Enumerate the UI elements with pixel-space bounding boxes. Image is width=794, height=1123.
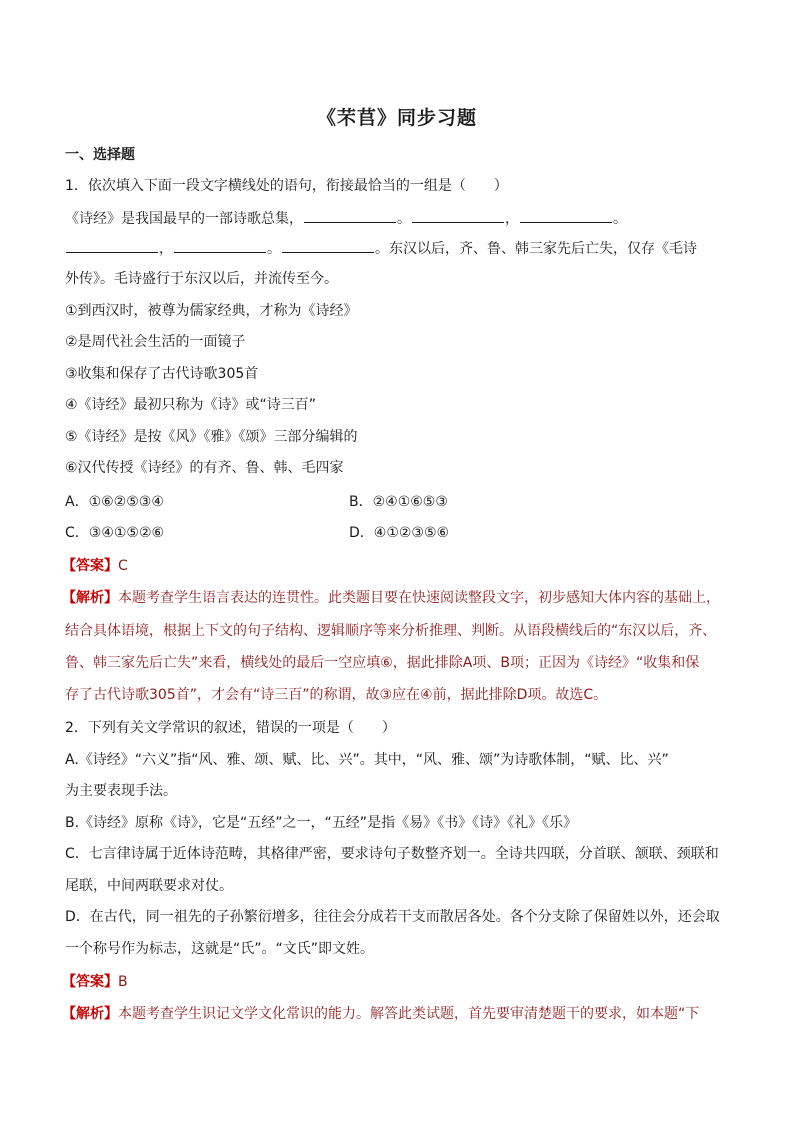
q1-option-d: D．④①②③⑤⑥ [349, 525, 450, 541]
q1-option-b: B．②④①⑥⑤③ [349, 494, 448, 510]
q1-option-a: A．①⑥②⑤③④ [65, 494, 164, 510]
q1-passage-line-1: 《诗经》是我国最早的一部诗歌总集， 。 ， 。 [65, 208, 627, 229]
q1-analysis-line-2: 结合具体语境，根据上下文的句子结构、逻辑顺序等来分析推理、判断。从语段横线后的“东汉以后，齐、 [65, 623, 717, 639]
q1-analysis-line-3: 鲁、韩三家先后亡失”来看，横线处的最后一空应填⑥，据此排除A项、B项；正因为《诗经》“收集和保 [65, 655, 700, 671]
q2-option-a-line-1: A.《诗经》“六义”指“风、雅、颂、赋、比、兴”。其中，“风、雅、颂”为诗歌体制，“赋、比、兴” [65, 752, 669, 768]
q1-item-5: ⑤《诗经》是按《风》《雅》《颂》三部分编辑的 [65, 429, 358, 445]
answer-tag: 【答案】 [62, 974, 118, 990]
section-heading: 一、选择题 [65, 147, 135, 163]
q2-option-d-line-2: 一个称号作为标志，这就是“氏”。“文氏”即文姓。 [65, 941, 375, 957]
blank-3 [520, 208, 612, 223]
q1-analysis-line-4: 存了古代诗歌305首”，才会有“诗三百”的称谓，故③应在④前，据此排除D项。故选C。 [65, 687, 608, 703]
answer-value: C [118, 558, 128, 574]
q2-analysis-line-1: 【解析】本题考查学生识记文学文化常识的能力。解答此类试题，首先要审清楚题干的要求，如本题“下 [62, 1006, 700, 1022]
blank-4 [66, 238, 158, 253]
q1-item-1: ①到西汉时，被尊为儒家经典，才称为《诗经》 [65, 303, 358, 319]
q1-option-c: C．③④①⑤②⑥ [65, 525, 165, 541]
q2-option-d-line-1: D．在古代，同一祖先的子孙繁衍增多，往往会分成若干支而散居各处。各个分支除了保留姓以外，还会取 [65, 909, 720, 925]
analysis-tag: 【解析】 [62, 590, 118, 606]
q1-item-6: ⑥汉代传授《诗经》的有齐、鲁、韩、毛四家 [65, 460, 344, 476]
q2-option-b: B.《诗经》原称《诗》，它是“五经”之一，“五经”是指《易》《书》《诗》《礼》《乐》 [65, 815, 578, 831]
q2-option-a-line-2: 为主要表现手法。 [65, 783, 177, 799]
analysis-tag: 【解析】 [62, 1006, 118, 1022]
q2-answer [62, 972, 128, 992]
q1-analysis-line-1: 【解析】本题考查学生语言表达的连贯性。此类题目要在快速阅读整段文字，初步感知大体内容的基础上， [62, 590, 720, 606]
q1-item-2: ②是周代社会生活的一面镜子 [65, 334, 246, 350]
q1-passage-line-3: 外传》。毛诗盛行于东汉以后，并流传至今。 [65, 271, 338, 287]
q1-item-3: ③收集和保存了古代诗歌305首 [65, 366, 259, 382]
blank-6 [282, 238, 374, 253]
answer-tag: 【答案】 [62, 558, 118, 574]
page-title: 《芣苢》同步习题 [316, 107, 477, 129]
q1-stem: 1．依次填入下面一段文字横线处的语句，衔接最恰当的一组是（ ） [65, 178, 508, 194]
blank-5 [174, 238, 266, 253]
q2-option-c-line-2: 尾联，中间两联要求对仗。 [65, 878, 233, 894]
q2-stem: 2．下列有关文学常识的叙述，错误的一项是（ ） [65, 720, 396, 736]
q1-answer [62, 556, 128, 576]
blank-1 [304, 208, 396, 223]
blank-2 [412, 208, 504, 223]
q2-option-c-line-1: C．七言律诗属于近体诗范畴，其格律严密，要求诗句子数整齐划一。全诗共四联，分首联、颔联、颈联和 [65, 846, 719, 862]
answer-value: B [118, 974, 128, 990]
q1-passage-line-2: ， 。 。东汉以后，齐、鲁、韩三家先后亡失，仅存《毛诗 [65, 238, 697, 259]
q1-item-4: ④《诗经》最初只称为《诗》或“诗三百” [65, 397, 317, 413]
